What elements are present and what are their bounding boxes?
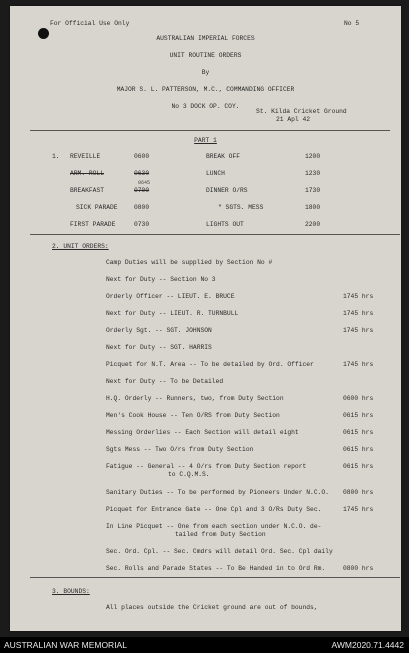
order-text: Picquet for N.T. Area -- To be detailed by Ord. Officer	[106, 361, 314, 368]
order-time: 1745 hrs	[343, 506, 374, 513]
footer-bar	[0, 637, 409, 653]
order-text: Sec. Ord. Cpl. -- Sec. Cmdrs will detail Ord. Sec. Cpl daily	[106, 548, 333, 555]
timetable-right-label: " SGTS. MESS	[218, 204, 264, 211]
order-time: 0800 hrs	[343, 565, 374, 572]
order-text: Camp Duties will be supplied by Section No #	[106, 259, 273, 266]
timetable-left-time: 0730	[134, 221, 150, 228]
timetable-left-label: SICK PARADE	[76, 204, 118, 211]
heading-line-2: UNIT ROUTINE ORDERS	[169, 52, 242, 59]
timetable-right-time: 1230	[305, 170, 321, 177]
timetable-left-label: FIRST PARADE	[70, 221, 116, 228]
section-heading: 2. UNIT ORDERS:	[52, 243, 109, 250]
timetable-right-time: 2200	[305, 221, 321, 228]
order-time: 1745 hrs	[343, 327, 374, 334]
order-text: Messing Orderlies -- Each Section will detail eight	[106, 429, 299, 436]
timetable-left-time: 0600	[134, 153, 150, 160]
order-text: Fatigue -- General -- 4 O/rs from Duty Section report	[106, 463, 307, 470]
timetable-left-label: ARM. ROLL	[70, 170, 105, 177]
order-text: Next for Duty -- LIEUT. R. TURNBULL	[106, 310, 239, 317]
location: St. Kilda Cricket Ground	[256, 108, 347, 115]
order-text: Picquet for Entrance Gate -- One Cpl and 3 O/Rs Duty Sec.	[106, 506, 322, 513]
order-text: Orderly Sgt. -- SGT. JOHNSON	[106, 327, 212, 334]
timetable-right-label: LIGHTS OUT	[206, 221, 244, 228]
timetable-left-time: 0630	[134, 170, 150, 177]
order-text-continued: to C.Q.M.S.	[168, 471, 210, 478]
heading-line-4: MAJOR S. L. PATTERSON, M.C., COMMANDING OFFICER	[116, 86, 295, 93]
timetable-right-label: DINNER O/RS	[206, 187, 248, 194]
timetable-left-time: 0700	[134, 187, 150, 194]
order-text: Orderly Officer -- LIEUT. E. BRUCE	[106, 293, 235, 300]
order-text: Sgts Mess -- Two O/rs from Duty Section	[106, 446, 254, 453]
timetable-left-label: BREAKFAST	[70, 187, 105, 194]
order-text: Men's Cook House -- Ten O/RS from Duty Section	[106, 412, 280, 419]
footer-accession: AWM2020.71.4442	[331, 640, 404, 650]
divider	[30, 130, 390, 131]
timetable-right-label: BREAK OFF	[206, 153, 241, 160]
order-text: Sec. Rolls and Parade States -- To Be Handed in to Ord Rm.	[106, 565, 326, 572]
order-text: Sanitary Duties -- To be performed by Pioneers Under N.C.O.	[106, 489, 329, 496]
order-time: 1745 hrs	[343, 310, 374, 317]
heading-line-5: No 3 DOCK OP. COY.	[171, 103, 240, 110]
order-time: 0615 hrs	[343, 463, 374, 470]
handwritten-correction: 0645	[138, 180, 151, 186]
timetable-left-label: REVEILLE	[70, 153, 101, 160]
order-text: H.Q. Orderly -- Runners, two, from Duty Section	[106, 395, 284, 402]
timetable-right-time: 1200	[305, 153, 321, 160]
order-text: Next for Duty -- To be Detailed	[106, 378, 224, 385]
footer-source: AUSTRALIAN WAR MEMORIAL	[4, 640, 127, 650]
divider	[30, 577, 400, 578]
order-time: 0615 hrs	[343, 429, 374, 436]
timetable-right-time: 1730	[305, 187, 321, 194]
date: 21 Apl 42	[276, 116, 311, 123]
heading-line-1: AUSTRALIAN IMPERIAL FORCES	[156, 35, 255, 42]
order-time: 0615 hrs	[343, 412, 374, 419]
order-text: In Line Picquet -- One from each section under N.C.O. de-	[106, 523, 322, 530]
timetable-left-time: 0800	[134, 204, 150, 211]
order-time: 1745 hrs	[343, 361, 374, 368]
order-time: 0600 hrs	[343, 395, 374, 402]
order-text: Next for Duty -- Section No 3	[106, 276, 216, 283]
heading-line-3: By	[201, 69, 210, 76]
part-title: PART 1	[194, 137, 217, 144]
section-heading: 3. BOUNDS:	[52, 588, 90, 595]
order-text-continued: tailed from Duty Section	[175, 531, 266, 538]
official-use-label: For Official Use Only	[50, 20, 130, 27]
order-time: 0800 hrs	[343, 489, 374, 496]
divider	[30, 234, 400, 235]
order-text: Next for Duty -- SGT. HARRIS	[106, 344, 212, 351]
document-number: No 5	[344, 20, 360, 27]
timetable-right-time: 1800	[305, 204, 321, 211]
order-time: 0615 hrs	[343, 446, 374, 453]
bounds-text: All places outside the Cricket ground are out of bounds,	[106, 604, 318, 611]
timetable-right-label: LUNCH	[206, 170, 225, 177]
document-page	[10, 6, 401, 631]
order-time: 1745 hrs	[343, 293, 374, 300]
timetable-number: 1.	[52, 153, 60, 160]
